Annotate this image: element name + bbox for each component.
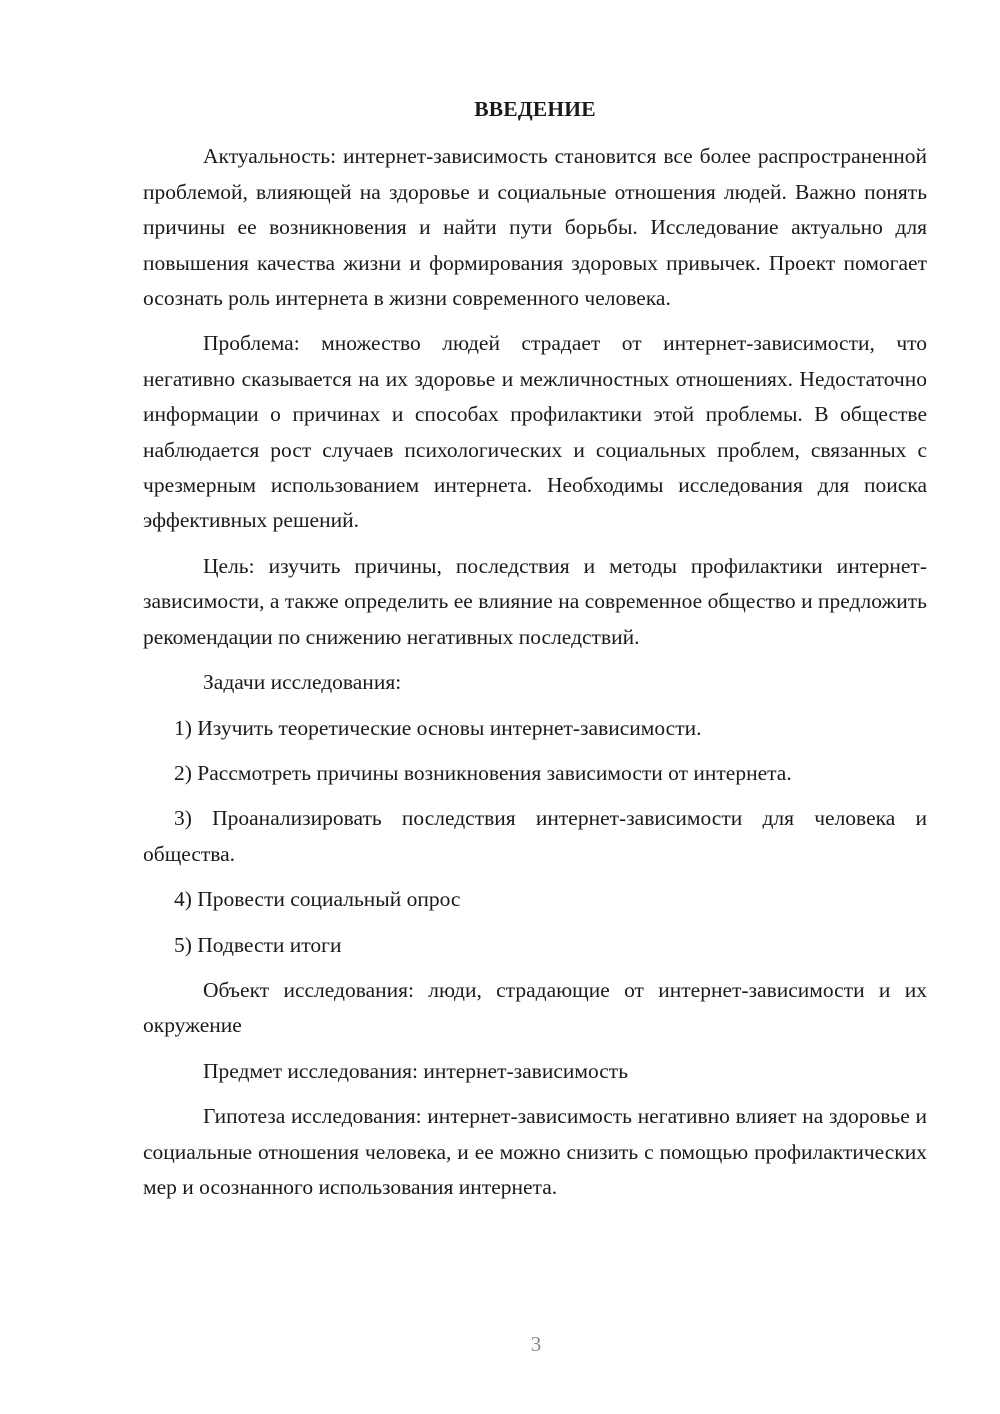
paragraph-goal: Цель: изучить причины, последствия и методы профилактики интернет-зависимости, а также определить ее влияние на современное общество и предложить рекомендации по снижению негативных последствий.: [143, 553, 927, 649]
page-content: [143, 92, 927, 1215]
task-item-3: 3) Проанализировать последствия интернет-зависимости для человека и общества.: [143, 806, 927, 866]
task-item-4: 4) Провести социальный опрос: [174, 887, 461, 912]
paragraph-hypothesis: Гипотеза исследования: интернет-зависимость негативно влияет на здоровье и социальные отношения человека, и ее можно снизить с помощью профилактических мер и осознанного использования интернета.: [143, 1104, 927, 1199]
tasks-heading: Задачи исследования:: [203, 670, 402, 695]
paragraph-object: Объект исследования: люди, страдающие от интернет-зависимости и их окружение: [143, 977, 927, 1038]
task-item-2: 2) Рассмотреть причины возникновения зависимости от интернета.: [174, 760, 792, 785]
task-item-1: 1) Изучить теоретические основы интернет-зависимости.: [174, 715, 702, 740]
section-title: ВВЕДЕНИЕ: [474, 97, 596, 121]
paragraph-subject: Предмет исследования: интернет-зависимость: [203, 1058, 629, 1083]
page-number: 3: [530, 1332, 542, 1356]
paragraph-relevance: Актуальность: интернет-зависимость становится все более распространенной проблемой, влияющей на здоровье и социальные отношения людей. Важно понять причины ее возникновения и найти пути борьбы. Исследование актуально для повышения качества жизни и формирования здоровых привычек. Проект помогает осознать роль интернета в жизни современного человека.: [143, 144, 927, 311]
task-item-5: 5) Подвести итоги: [174, 932, 342, 957]
paragraph-problem: Проблема: множество людей страдает от интернет-зависимости, что негативно сказывается на их здоровье и межличностных отношениях. Недостаточно информации о причинах и способах профилактики этой проблемы. В обществе наблюдается рост случаев психологических и социальных проблем, связанных с чрезмерным использованием интернета. Необходимы исследования для поиска эффективных решений.: [143, 331, 927, 533]
